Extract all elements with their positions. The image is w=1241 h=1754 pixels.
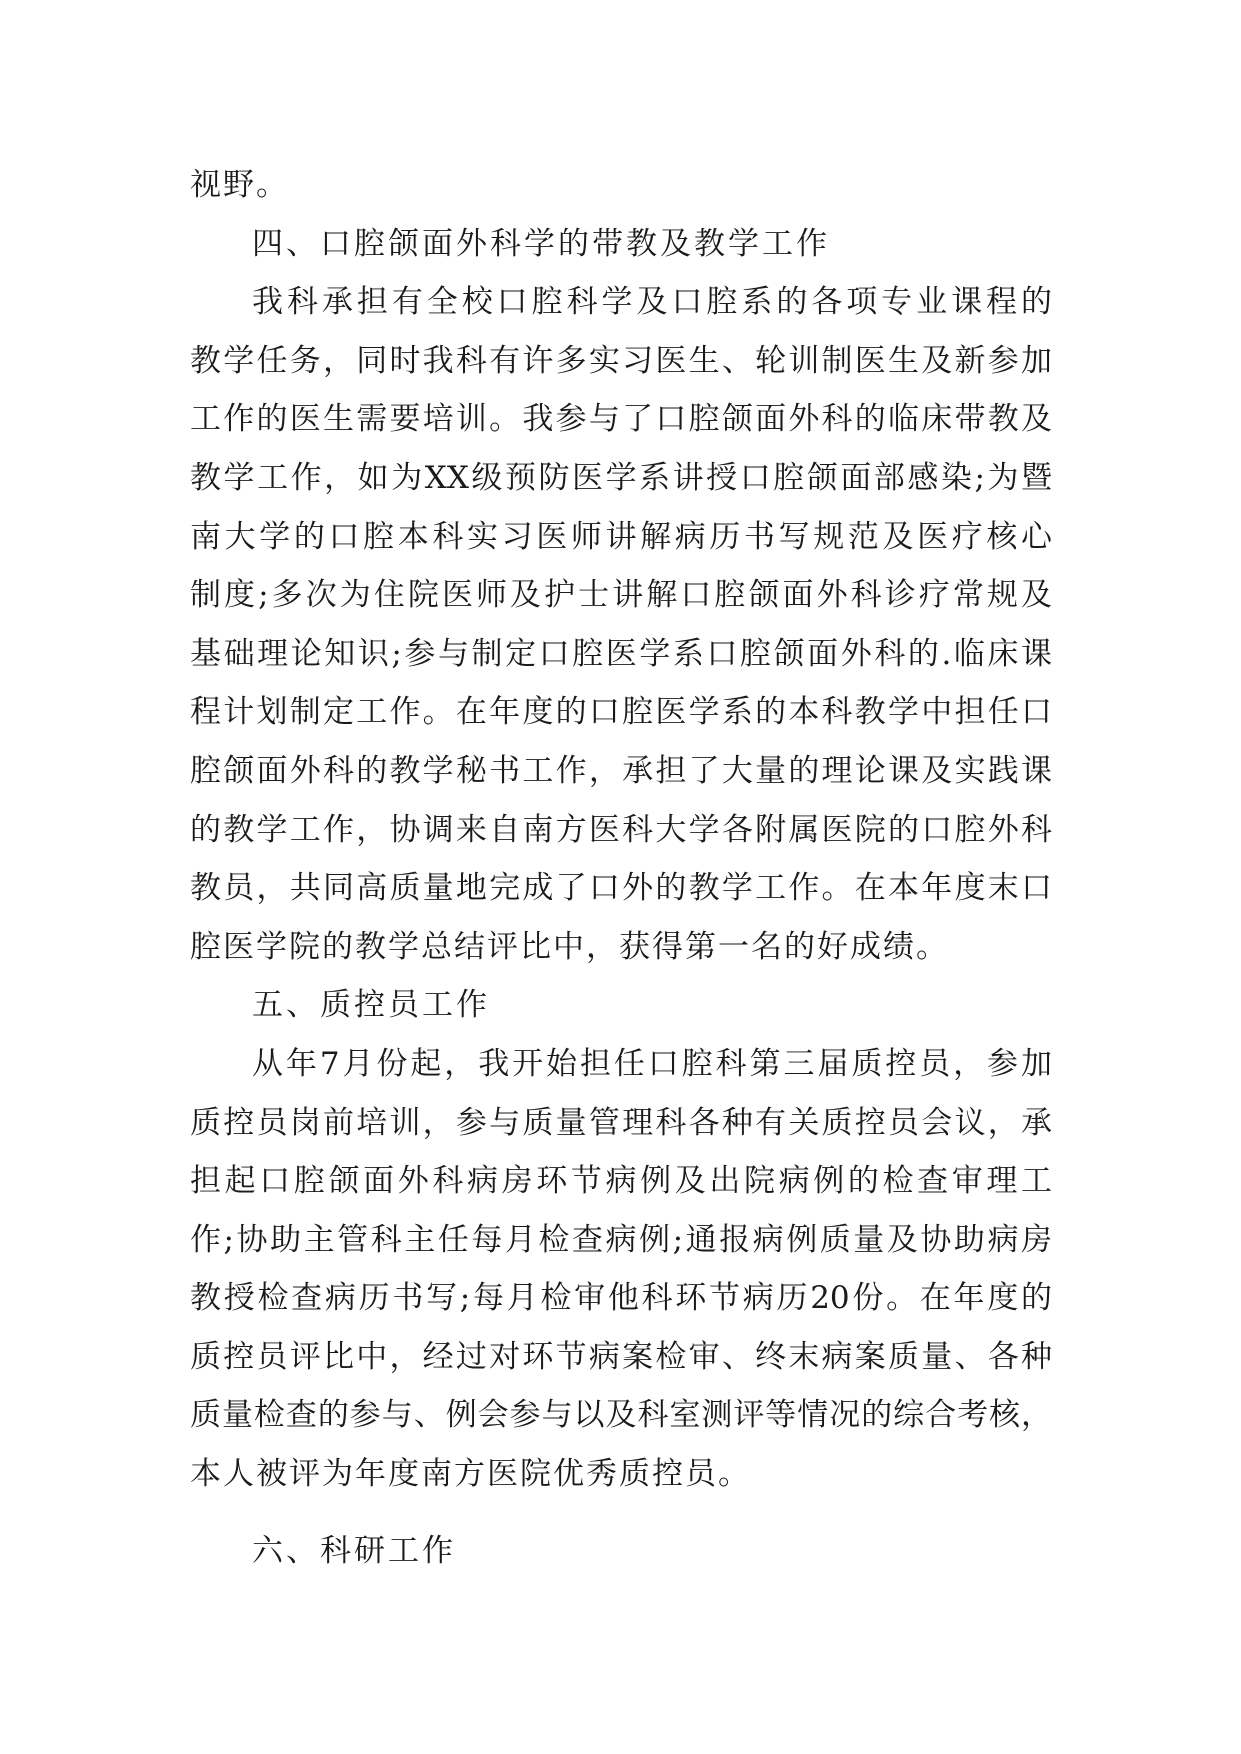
paragraph-line: 质控员岗前培训，参与质量管理科各种有关质控员会议，承 [190, 1104, 1052, 1141]
paragraph-line: 视野。 [190, 167, 289, 203]
paragraph-line: 质量检查的参与、例会参与以及科室测评等情况的综合考核， [190, 1397, 1052, 1434]
paragraph-line: 制度;多次为住院医师及护士讲解口腔颌面外科诊疗常规及 [190, 577, 1052, 614]
paragraph-line: 程计划制定工作。在年度的口腔医学系的本科教学中担任口 [190, 694, 1052, 731]
section-spacer [190, 1504, 1052, 1522]
paragraph-line: 作;协助主管科主任每月检查病例;通报病例质量及协助病房 [190, 1221, 1052, 1258]
paragraph-line: 腔医学院的教学总结评比中，获得第一名的好成绩。 [190, 928, 949, 965]
paragraph-line: 南大学的口腔本科实习医师讲解病历书写规范及医疗核心 [190, 518, 1052, 555]
paragraph-line: 从年7月份起，我开始担任口腔科第三届质控员，参加 [252, 1045, 1052, 1082]
section-heading-research: 六、科研工作 [252, 1532, 456, 1569]
paragraph-line: 教学工作，如为XX级预防医学系讲授口腔颌面部感染;为暨 [190, 459, 1052, 496]
paragraph-line: 本人被评为年度南方医院优秀质控员。 [190, 1456, 751, 1493]
paragraph-line: 教员，共同高质量地完成了口外的教学工作。在本年度末口 [190, 870, 1052, 907]
section-heading-teaching: 四、口腔颌面外科学的带教及教学工作 [252, 225, 830, 262]
paragraph-line: 我科承担有全校口腔科学及口腔系的各项专业课程的 [252, 284, 1052, 321]
paragraph-line: 教学任务，同时我科有许多实习医生、轮训制医生及新参加 [190, 342, 1052, 379]
paragraph-line: 的教学工作，协调来自南方医科大学各附属医院的口腔外科 [190, 811, 1052, 848]
paragraph-line: 质控员评比中，经过对环节病案检审、终末病案质量、各种 [190, 1338, 1052, 1375]
paragraph-line: 工作的医生需要培训。我参与了口腔颌面外科的临床带教及 [190, 401, 1052, 438]
document-body [190, 156, 1052, 1580]
section-heading-quality-control: 五、质控员工作 [252, 987, 490, 1024]
paragraph-line: 基础理论知识;参与制定口腔医学系口腔颌面外科的.临床课 [190, 635, 1052, 672]
paragraph-line: 担起口腔颌面外科病房环节病例及出院病例的检查审理工 [190, 1163, 1052, 1200]
paragraph-line: 教授检查病历书写;每月检审他科环节病历20份。在年度的 [190, 1280, 1052, 1317]
paragraph-line: 腔颌面外科的教学秘书工作，承担了大量的理论课及实践课 [190, 752, 1052, 789]
